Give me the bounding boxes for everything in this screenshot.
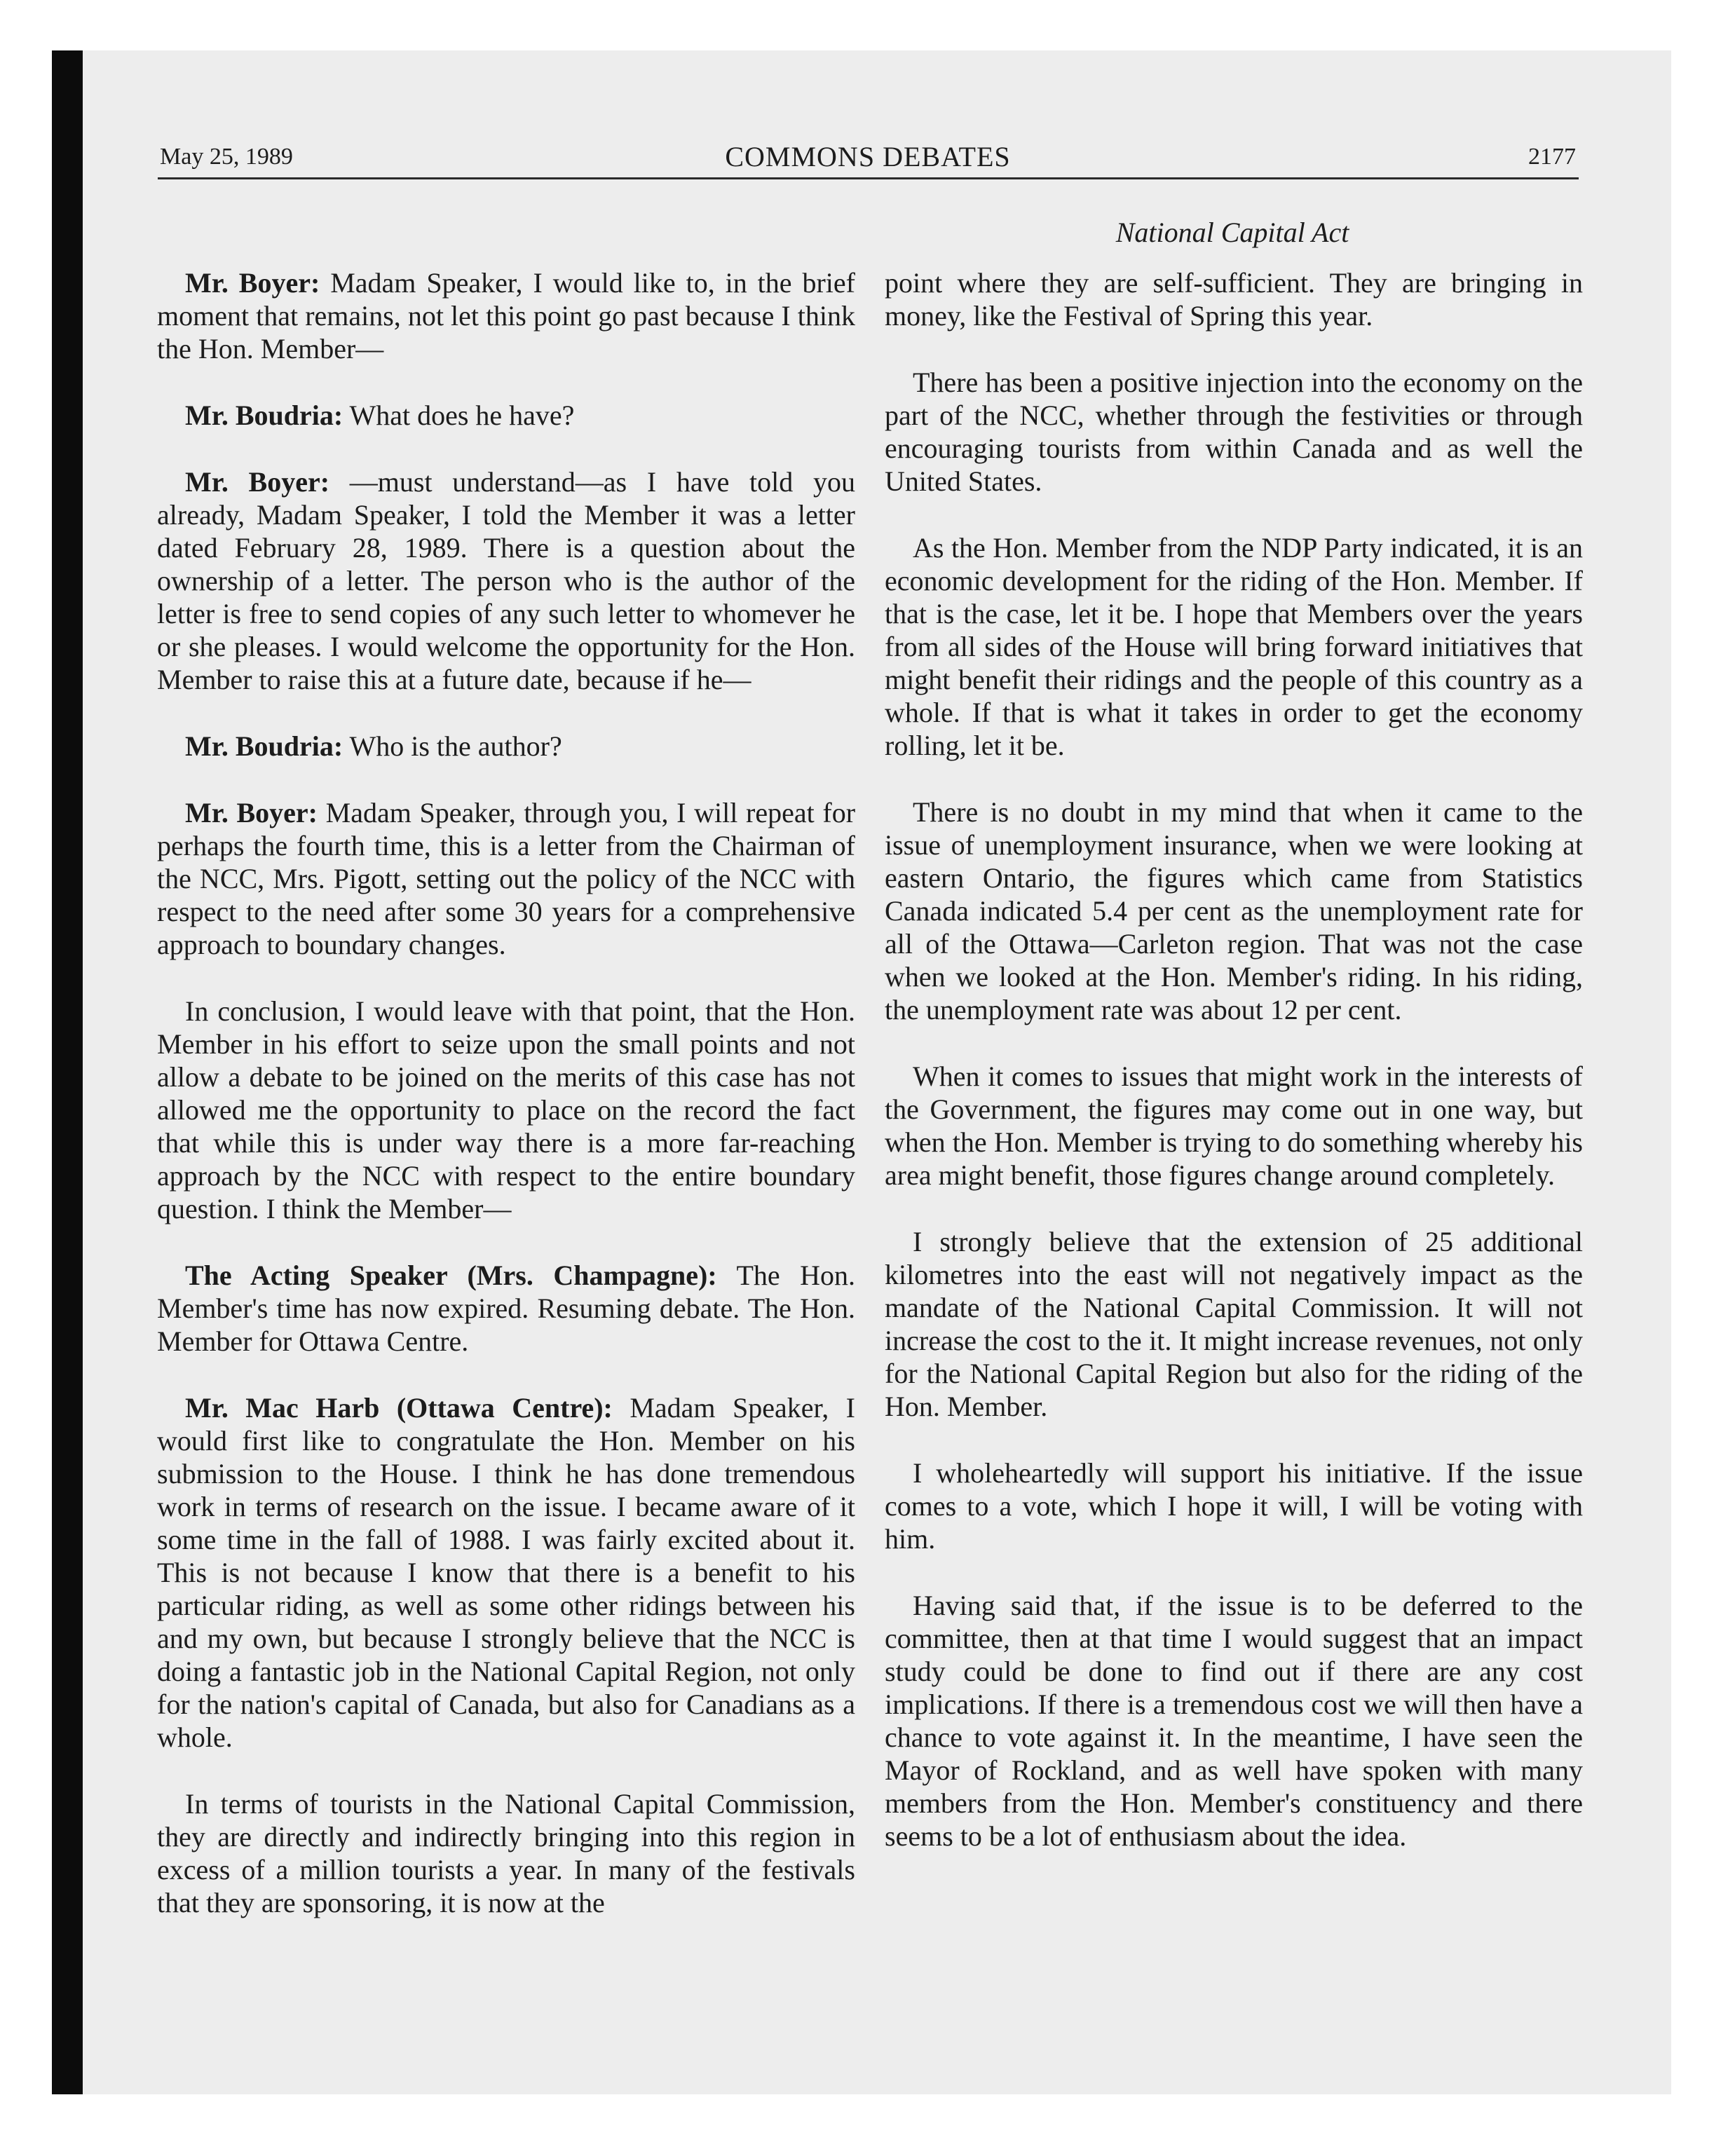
paragraph (885, 1456, 1583, 1555)
paragraph (885, 1225, 1583, 1423)
header-title: COMMONS DEBATES (725, 141, 1011, 172)
paragraph-text: There has been a positive injection into the economy on the part of the NCC, whether through the festivities or through encouraging tourists from within Canada and as well the United States. (885, 367, 1583, 497)
paragraph (157, 796, 855, 961)
paragraph-text: Madam Speaker, I would like to, in the brief moment that remains, not let this point go past because I think the Hon. Member— (157, 267, 855, 364)
paragraph (157, 1391, 855, 1754)
paragraph (157, 1259, 855, 1358)
paragraph-text: There is no doubt in my mind that when it came to the issue of unemployment insurance, when we were looking at eastern Ontario, the figures which came from Statistics Canada indicated 5.4 per cent as the unemployment rate for all of the Ottawa—Carleton region. That was not the case when we looked at the Hon. Member's riding. In his riding, the unemployment rate was about 12 per cent. (885, 796, 1583, 1025)
paragraph-text: Who is the author? (343, 730, 562, 762)
speaker-name: The Acting Speaker (Mrs. Champagne): (185, 1260, 717, 1291)
paragraph-text: —must understand—as I have told you already, Madam Speaker, I told the Member it was a letter dated February 28, 1989. There is a question about the ownership of a letter. The person who is the author of the letter is free to send copies of any such letter to whomever he or she pleases. I would welcome the opportunity for the Hon. Member to raise this at a future date, because if he— (157, 466, 855, 695)
header-page-number: 2177 (1528, 144, 1576, 170)
paragraph (885, 366, 1583, 498)
paragraph (885, 1060, 1583, 1192)
paragraph (157, 465, 855, 696)
scan-edge-shadow (52, 50, 83, 2094)
paragraph (157, 399, 855, 432)
paragraph (157, 730, 855, 763)
paragraph (885, 796, 1583, 1026)
paragraph (885, 266, 1583, 332)
page-header (160, 137, 1576, 177)
speaker-name: Mr. Boyer: (185, 797, 318, 828)
speaker-name: Mr. Mac Harb (Ottawa Centre): (185, 1392, 613, 1424)
paragraph-text: Madam Speaker, I would first like to congratulate the Hon. Member on his submission to the House. I think he has done tremendous work in terms of research on the issue. I became aware of it some time in the fall of 1988. I was fairly excited about it. This is not because I know that there is a benefit to his particular riding, as well as some other ridings between his and my own, but because I strongly believe that the NCC is doing a fantastic job in the National Capital Region, not only for the nation's capital of Canada, but also for Canadians as a whole. (157, 1392, 855, 1753)
paragraph-text: I wholeheartedly will support his initiative. If the issue comes to a vote, which I hope it will, I will be voting with him. (885, 1457, 1583, 1555)
section-title: National Capital Act (1115, 217, 1349, 248)
right-column (885, 266, 1583, 1886)
paragraph-text: In terms of tourists in the National Capital Commission, they are directly and indirectly bringing into this region in excess of a million tourists a year. In many of the festivals that they are sponsoring, it is now at the (157, 1788, 855, 1918)
left-column (157, 266, 855, 1953)
speaker-name: Mr. Boudria: (185, 400, 343, 431)
paragraph (157, 1787, 855, 1919)
paragraph-text: The Hon. Member's time has now expired. Resuming debate. The Hon. Member for Ottawa Centre. (157, 1260, 855, 1357)
paragraph (157, 995, 855, 1225)
header-rule (158, 177, 1579, 179)
paragraph-text: In conclusion, I would leave with that point, that the Hon. Member in his effort to seize upon the small points and not allow a debate to be joined on the merits of this case has not allowed me the opportunity to place on the record the fact that while this is under way there is a more far-reaching approach by the NCC with respect to the entire boundary question. I think the Member— (157, 995, 855, 1224)
speaker-name: Mr. Boudria: (185, 730, 343, 762)
paragraph-text: What does he have? (343, 400, 575, 431)
paragraph-text: Madam Speaker, through you, I will repeat for perhaps the fourth time, this is a letter from the Chairman of the NCC, Mrs. Pigott, setting out the policy of the NCC with respect to the need after some 30 years for a comprehensive approach to boundary changes. (157, 797, 856, 960)
paragraph (157, 266, 855, 365)
paragraph (885, 531, 1583, 762)
paragraph-text: Having said that, if the issue is to be deferred to the committee, then at that time I would suggest that an impact study could be done to find out if there are any cost implications. If there is a tremendous cost we will then have a chance to vote against it. In the meantime, I have seen the Mayor of Rockland, and as well have spoken with many members from the Hon. Member's constituency and there seems to be a lot of enthusiasm about the idea. (885, 1590, 1583, 1852)
paragraph-text: As the Hon. Member from the NDP Party indicated, it is an economic development for the riding of the Hon. Member. If that is the case, let it be. I hope that Members over the years from all sides of the House will bring forward initiatives that might benefit their ridings and the people of this country as a whole. If that is what it takes in order to get the economy rolling, let it be. (885, 532, 1583, 761)
paragraph-text: When it comes to issues that might work in the interests of the Government, the figures may come out in one way, but when the Hon. Member is trying to do something whereby his area might benefit, those figures change around completely. (885, 1060, 1583, 1191)
paragraph-text: I strongly believe that the extension of 25 additional kilometres into the east will not negatively impact as the mandate of the National Capital Commission. It will not increase the cost to the it. It might increase revenues, not only for the National Capital Region but also for the riding of the Hon. Member. (885, 1226, 1583, 1422)
header-date: May 25, 1989 (160, 144, 293, 170)
paragraph-text: point where they are self-sufficient. They are bringing in money, like the Festival of Spring this year. (885, 267, 1583, 332)
paragraph (885, 1589, 1583, 1853)
speaker-name: Mr. Boyer: (185, 466, 330, 498)
speaker-name: Mr. Boyer: (185, 267, 320, 299)
